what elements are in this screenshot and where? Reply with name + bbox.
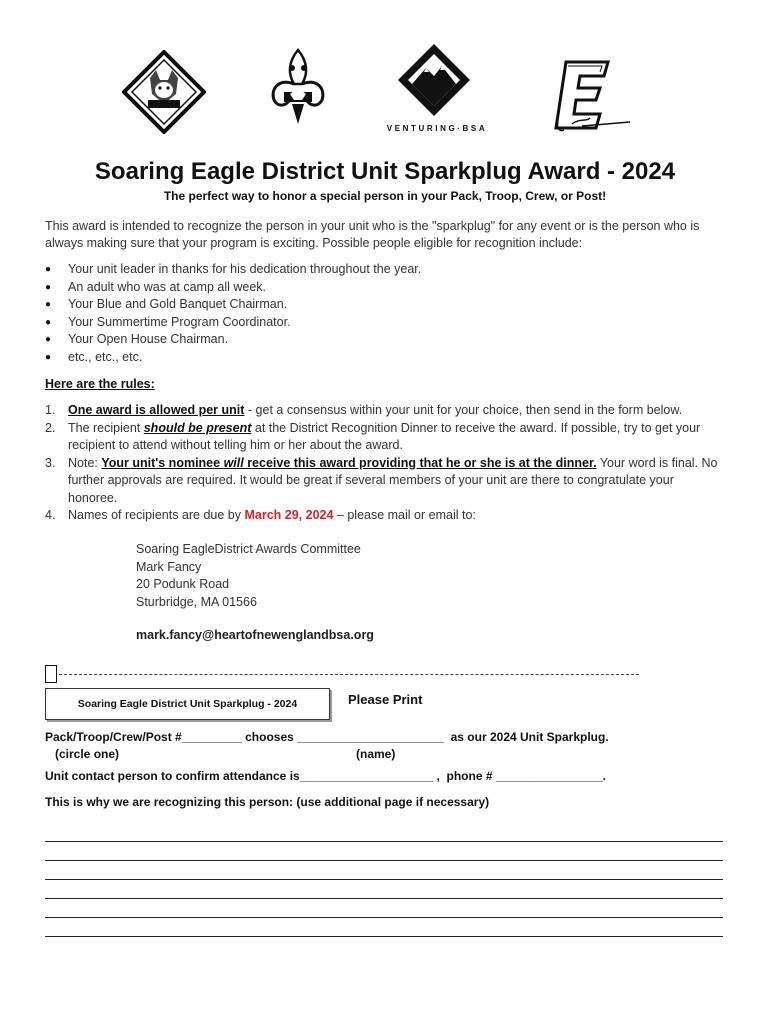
rule-number: 3. xyxy=(45,455,56,470)
rule-text: Your word is final. No further approvals are required. It would be great if several members of your unit are there to congratulate your honoree. xyxy=(68,455,718,505)
mailing-address xyxy=(136,541,361,611)
subtitle: The perfect way to honor a special person in your Pack, Troop, Crew, or Post! xyxy=(163,189,607,203)
list-item: ● An adult who was at camp all week. xyxy=(45,279,725,297)
circle-one-hint: (circle one) xyxy=(55,747,120,761)
writing-line[interactable] xyxy=(45,899,723,918)
writing-line[interactable] xyxy=(45,880,723,899)
writing-line[interactable] xyxy=(45,823,723,842)
list-item: ● Your Summertime Program Coordinator. xyxy=(45,314,725,332)
bsa-fleur-de-lis-logo xyxy=(266,48,330,130)
address-line: 20 Podunk Road xyxy=(136,577,230,591)
list-item: ● etc., etc., etc. xyxy=(45,349,725,367)
logo-row xyxy=(0,40,770,140)
unit-choice-field[interactable]: Pack/Troop/Crew/Post #_________ chooses ______________________ as our 2024 Unit Sparkplug. xyxy=(45,730,609,744)
list-item: ● Your unit leader in thanks for his dedication throughout the year. xyxy=(45,261,725,279)
due-date: March 29, 2024 xyxy=(244,508,334,522)
name-hint: (name) xyxy=(356,747,396,761)
please-print-label: Please Print xyxy=(348,692,423,707)
rule-text: – please mail or email to: xyxy=(333,508,476,522)
rule-text: - get a consensus within your unit for your choice, then send in the form below. xyxy=(244,403,683,417)
venturing-wordmark: VENTURING·BSA xyxy=(386,124,488,133)
rule-item xyxy=(45,420,725,455)
address-line: Mark Fancy xyxy=(136,559,202,574)
rule-item xyxy=(45,455,725,508)
rule-emphasis: Your unit's nominee xyxy=(101,455,224,470)
rule-emphasis: will xyxy=(223,455,244,470)
rule-text: Names of recipients are due by xyxy=(68,508,245,522)
rule-emphasis: receive this award providing that he or she is at the dinner. xyxy=(243,455,597,470)
rule-number: 1. xyxy=(45,403,56,417)
reason-prompt: This is why we are recognizing this person: (use additional page if necessary) xyxy=(45,795,490,809)
exploring-logo xyxy=(546,58,630,138)
list-item: ● Your Blue and Gold Banquet Chairman. xyxy=(45,296,725,314)
rule-text: at the District Recognition Dinner to receive the award. If possible, try to get your recipient to attend without telling him or her about the award. xyxy=(68,420,701,452)
page-title: Soaring Eagle District Unit Sparkplug Award - 2024 xyxy=(94,158,676,185)
rule-number: 2. xyxy=(45,420,56,435)
rules-list xyxy=(45,402,725,525)
email-link[interactable]: mark.fancy@heartofnewenglandbsa.org xyxy=(136,628,374,642)
venturing-logo xyxy=(396,42,472,118)
reason-writing-lines[interactable] xyxy=(45,823,723,937)
rule-item xyxy=(45,507,725,525)
form-title-box: Soaring Eagle District Unit Sparkplug - 2024 xyxy=(45,688,330,720)
rule-emphasis: should be present xyxy=(143,420,252,435)
address-line: Sturbridge, MA 01566 xyxy=(136,594,257,609)
cub-scout-logo xyxy=(122,50,206,134)
cut-line xyxy=(45,665,685,683)
writing-line[interactable] xyxy=(45,842,723,861)
rule-text: Note: xyxy=(68,455,102,470)
address-line: Soaring EagleDistrict Awards Committee xyxy=(136,542,361,556)
contact-field[interactable]: Unit contact person to confirm attendance is____________________ , phone # ________________. xyxy=(45,769,606,783)
intro-paragraph: This award is intended to recognize the person in your unit who is the "sparkplug" for any event or is the person who is always making sure that your program is exciting. Possible people eligible for recognition include: xyxy=(45,219,700,250)
rule-number: 4. xyxy=(45,508,56,522)
rule-item xyxy=(45,402,725,420)
eligible-list xyxy=(45,261,725,366)
rules-heading: Here are the rules: xyxy=(45,377,155,391)
list-item: ● Your Open House Chairman. xyxy=(45,331,725,349)
scissors-icon xyxy=(45,665,57,683)
writing-line[interactable] xyxy=(45,861,723,880)
dashed-divider xyxy=(59,674,639,675)
writing-line[interactable] xyxy=(45,918,723,937)
rule-text: The recipient xyxy=(68,420,144,435)
rule-emphasis: One award is allowed per unit xyxy=(68,403,245,417)
